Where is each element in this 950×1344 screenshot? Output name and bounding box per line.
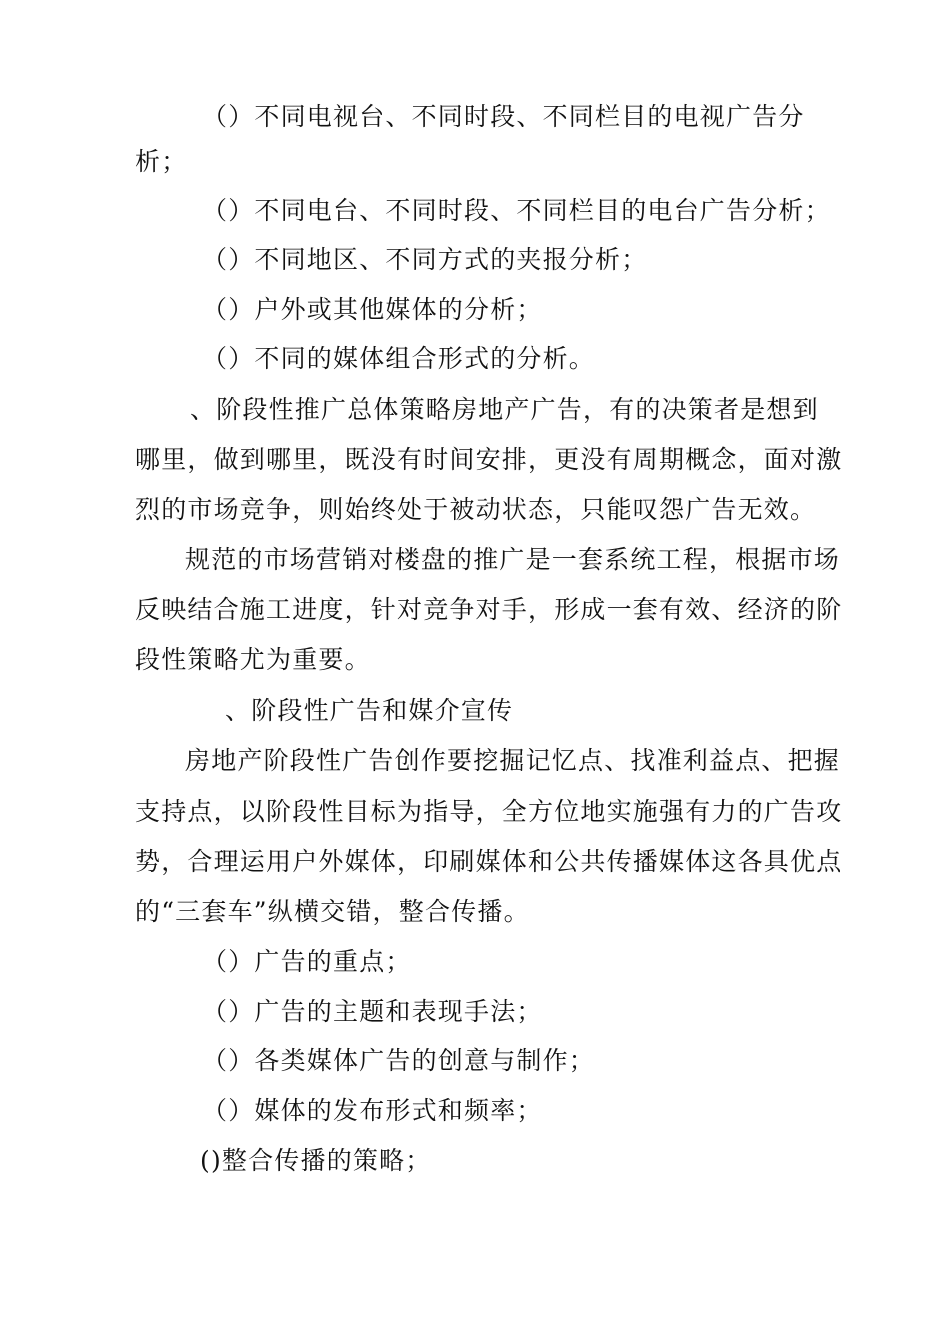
paragraph-strategy-heading: 、阶段性推广总体策略房地产广告，有的决策者是想到 xyxy=(190,395,819,424)
paragraph-marketing-line-3: 段性策略尤为重要。 xyxy=(135,645,371,674)
paragraph-advertising-line-4: 的“三套车”纵横交错，整合传播。 xyxy=(135,897,530,926)
list-item-outdoor-media: （）户外或其他媒体的分析； xyxy=(202,295,543,324)
section-heading-advertising: 、阶段性广告和媒介宣传 xyxy=(225,696,514,725)
list-item-integration-strategy: ()整合传播的策略； xyxy=(200,1146,432,1175)
paragraph-marketing-line-1: 规范的市场营销对楼盘的推广是一套系统工程，根据市场 xyxy=(185,545,841,574)
list-item-media-frequency: （）媒体的发布形式和频率； xyxy=(202,1096,543,1125)
paragraph-advertising-line-3: 势，合理运用户外媒体，印刷媒体和公共传播媒体这各具优点 xyxy=(135,847,843,876)
paragraph-strategy-line-3: 烈的市场竞争，则始终处于被动状态，只能叹怨广告无效。 xyxy=(135,495,817,524)
list-item-tv-ads: （）不同电视台、不同时段、不同栏目的电视广告分 xyxy=(202,102,805,131)
list-item-radio-ads: （）不同电台、不同时段、不同栏目的电台广告分析； xyxy=(202,196,831,225)
list-item-ad-focus: （）广告的重点； xyxy=(202,947,412,976)
paragraph-advertising-line-2: 支持点，以阶段性目标为指导，全方位地实施强有力的广告攻 xyxy=(135,797,843,826)
list-item-media-mix: （）不同的媒体组合形式的分析。 xyxy=(202,344,596,373)
paragraph-advertising-line-1: 房地产阶段性广告创作要挖掘记忆点、找准利益点、把握 xyxy=(185,746,841,775)
paragraph-strategy-line-2: 哪里，做到哪里，既没有时间安排，更没有周期概念，面对激 xyxy=(135,445,843,474)
list-item-tv-ads-continued: 析； xyxy=(135,147,188,176)
paragraph-marketing-line-2: 反映结合施工进度，针对竞争对手，形成一套有效、经济的阶 xyxy=(135,595,843,624)
list-item-newspaper-inserts: （）不同地区、不同方式的夹报分析； xyxy=(202,245,648,274)
list-item-ad-theme: （）广告的主题和表现手法； xyxy=(202,997,543,1026)
list-item-ad-creative: （）各类媒体广告的创意与制作； xyxy=(202,1046,596,1075)
